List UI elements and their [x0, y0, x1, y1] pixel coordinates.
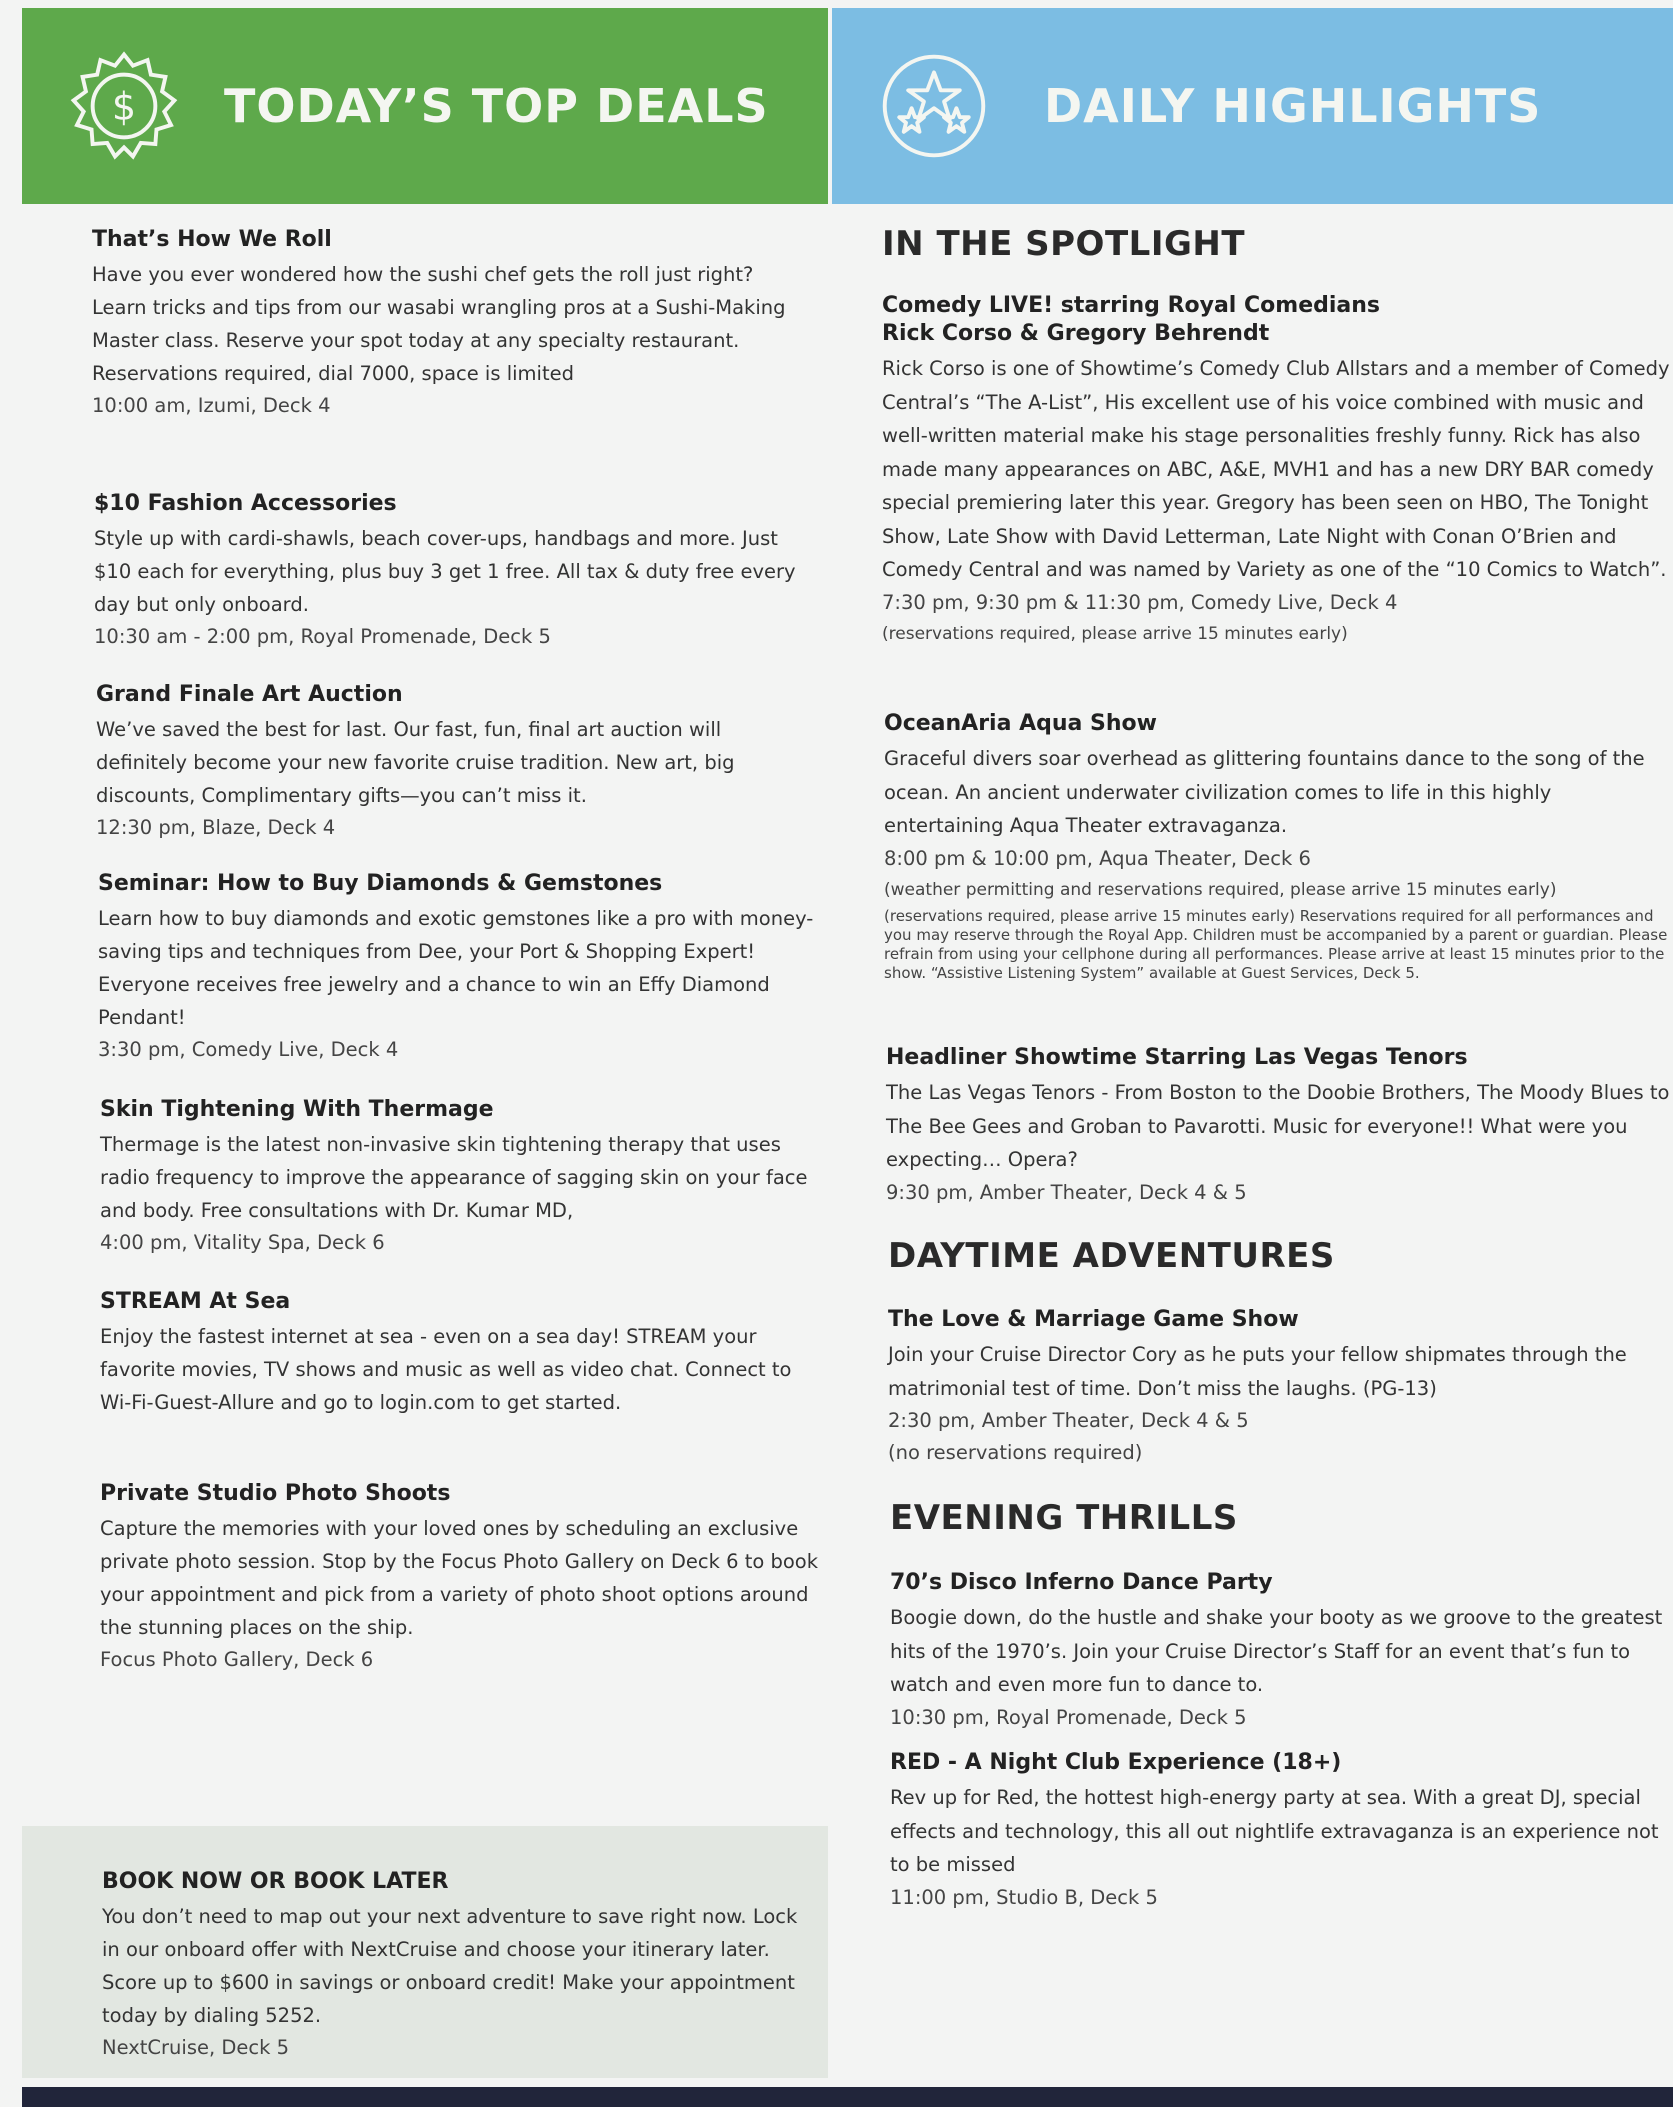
highlight-note: (reservations required, please arrive 15 minutes early)	[882, 623, 1348, 644]
highlight-time-location: 11:00 pm, Studio B, Deck 5	[890, 1885, 1158, 1909]
deal-art-auction	[96, 681, 816, 844]
highlight-title: The Love & Marriage Game Show	[888, 1307, 1299, 1332]
highlight-description: Rev up for Red, the hottest high-energy party at sea. With a great DJ, special effects and technology, this all out nightlife extravaganza is an experience not to be missed	[890, 1786, 1659, 1876]
highlight-time-location: 7:30 pm, 9:30 pm & 11:30 pm, Comedy Live, Deck 4	[882, 590, 1398, 614]
deal-description: Capture the memories with your loved ones by scheduling an exclusive private photo session. Stop by the Focus Photo Gallery on Deck 6 to book your appointment and pick from a variety of photo shoot options around the stunning places on the ship.	[100, 1517, 818, 1639]
spotlight-heading: IN THE SPOTLIGHT	[882, 224, 1246, 264]
book-location: NextCruise, Deck 5	[102, 2036, 290, 2059]
highlight-subtitle: Rick Corso & Gregory Behrendt	[882, 321, 1270, 346]
book-now-box	[22, 1826, 828, 2078]
deal-time-location: 10:00 am, Izumi, Deck 4	[92, 394, 331, 417]
deal-description: We’ve saved the best for last. Our fast, fun, final art auction will definitely become your new favorite cruise tradition. New art, big discounts, Complimentary gifts—you can’t miss it.	[96, 718, 735, 807]
deal-time-location: 3:30 pm, Comedy Live, Deck 4	[98, 1038, 399, 1061]
highlight-note: (weather permitting and reservations required, please arrive 15 minutes early)	[884, 879, 1557, 900]
book-description: You don’t need to map out your next adventure to save right now. Lock in our onboard offer with NextCruise and choose your itinerary later. Score up to $600 in savings or onboard credit! Make your appointment today by dialing 5252.	[102, 1905, 798, 2027]
deal-time-location: 4:00 pm, Vitality Spa, Deck 6	[100, 1231, 385, 1254]
deal-fashion	[94, 490, 814, 653]
deal-title: Grand Finale Art Auction	[96, 682, 403, 707]
deal-title: Skin Tightening With Thermage	[100, 1097, 494, 1122]
deal-description: Learn how to buy diamonds and exotic gemstones like a pro with money-saving tips and techniques from Dee, your Port & Shopping Expert! Everyone receives free jewelry and a chance to win an Effy Diamond Pendant!	[98, 907, 814, 1029]
highlight-description: Rick Corso is one of Showtime’s Comedy Club Allstars and a member of Comedy Central’s “The A-List”, His excellent use of his voice combined with music and well-written material make his stage personalities freshly funny. Rick has also made many appearances on ABC, A&E, MVH1 and has a new DRY BAR comedy special premiering later this year. Gregory has been seen on HBO, The Tonight Show, Late Show with David Letterman, Late Night with Conan O’Brien and Comedy Central and was named by Variety as one of the “10 Comics to Watch”.	[882, 357, 1670, 581]
deal-description: Enjoy the fastest internet at sea - even on a sea day! STREAM your favorite movies, TV shows and music as well as video chat. Connect to Wi-Fi-Guest-Allure and go to login.com to get started.	[100, 1325, 792, 1414]
deal-sushi	[92, 226, 812, 422]
deal-time-location: Focus Photo Gallery, Deck 6	[100, 1648, 374, 1671]
deal-title: Seminar: How to Buy Diamonds & Gemstones	[98, 871, 663, 896]
highlight-time-location: 8:00 pm & 10:00 pm, Aqua Theater, Deck 6	[884, 846, 1311, 870]
top-deals-column	[22, 8, 828, 2086]
deal-photo-shoots	[100, 1480, 820, 1676]
deal-time-location: 12:30 pm, Blaze, Deck 4	[96, 816, 336, 839]
daily-highlights-title: DAILY HIGHLIGHTS	[1044, 79, 1542, 133]
highlight-fine-print: (reservations required, please arrive 15 minutes early) Reservations required for all performances and you may reserve through the Royal App. Children must be accompanied by a parent or guardian. Please refrain from using your cellphone during all performances. Please arrive at least 15 minutes prior to the show. “Assistive Listening System” available at Guest Services, Deck 5.	[884, 906, 1668, 982]
evening-heading: EVENING THRILLS	[890, 1498, 1238, 1538]
highlight-disco	[890, 1569, 1673, 1734]
daily-highlights-header	[832, 8, 1673, 204]
highlight-description: Join your Cruise Director Cory as he puts your fellow shipmates through the matrimonial test of time. Don’t miss the laughs. (PG-13)	[888, 1343, 1627, 1400]
highlight-game-show	[888, 1306, 1673, 1469]
highlight-time-location: 9:30 pm, Amber Theater, Deck 4 & 5	[886, 1180, 1247, 1204]
top-deals-header	[22, 8, 828, 204]
deal-title: That’s How We Roll	[92, 227, 332, 252]
bottom-border-bar	[22, 2087, 1673, 2107]
deal-time-location: 10:30 am - 2:00 pm, Royal Promenade, Deck 5	[94, 625, 551, 648]
deal-description: Have you ever wondered how the sushi chef gets the roll just right? Learn tricks and tips from our wasabi wrangling pros at a Sushi-Making Master class. Reserve your spot today at any specialty restaurant. Reservations required, dial 7000, space is limited	[92, 263, 786, 385]
highlight-note: (no reservations required)	[888, 1441, 1143, 1464]
daytime-heading: DAYTIME ADVENTURES	[888, 1236, 1335, 1276]
deal-description: Thermage is the latest non-invasive skin tightening therapy that uses radio frequency to improve the appearance of sagging skin on your face and body. Free consultations with Dr. Kumar MD,	[100, 1133, 808, 1222]
deal-stream	[100, 1288, 820, 1419]
daily-highlights-column	[832, 8, 1673, 2086]
deal-title: $10 Fashion Accessories	[94, 491, 397, 516]
deal-title: Private Studio Photo Shoots	[100, 1481, 451, 1506]
highlight-title: 70’s Disco Inferno Dance Party	[890, 1570, 1273, 1595]
highlight-title: OceanAria Aqua Show	[884, 711, 1157, 736]
svg-text:$: $	[111, 84, 137, 129]
highlight-description: Boogie down, do the hustle and shake your booty as we groove to the greatest hits of the 1970’s. Join your Cruise Director’s Staff for an event that’s fun to watch and even more fun to dance to.	[890, 1606, 1663, 1696]
highlight-comedy	[882, 292, 1672, 649]
highlight-title: RED - A Night Club Experience (18+)	[890, 1750, 1342, 1775]
highlight-description: The Las Vegas Tenors - From Boston to the Doobie Brothers, The Moody Blues to The Bee Gees and Groban to Pavarotti. Music for everyone!! What were you expecting… Opera?	[886, 1081, 1670, 1171]
deal-diamonds-seminar	[98, 870, 818, 1066]
highlight-aqua-show	[884, 710, 1673, 983]
highlight-title: Comedy LIVE! starring Royal Comedians	[882, 293, 1381, 318]
book-title: BOOK NOW OR BOOK LATER	[102, 1869, 449, 1894]
highlight-description: Graceful divers soar overhead as glittering fountains dance to the song of the ocean. An ancient underwater civilization comes to life in this highly entertaining Aqua Theater extravaganza.	[884, 747, 1645, 837]
top-deals-title: TODAY’S TOP DEALS	[224, 79, 769, 133]
deal-description: Style up with cardi-shawls, beach cover-ups, handbags and more. Just $10 each for everything, plus buy 3 get 1 free. All tax & duty free every day but only onboard.	[94, 527, 796, 616]
stars-badge-icon	[878, 50, 990, 162]
highlight-tenors	[886, 1044, 1673, 1209]
dollar-badge-icon	[68, 50, 180, 162]
deal-title: STREAM At Sea	[100, 1289, 291, 1314]
highlight-time-location: 10:30 pm, Royal Promenade, Deck 5	[890, 1705, 1247, 1729]
highlight-time-location: 2:30 pm, Amber Theater, Deck 4 & 5	[888, 1409, 1249, 1432]
highlight-title: Headliner Showtime Starring Las Vegas Tenors	[886, 1045, 1468, 1070]
highlight-red-club	[890, 1749, 1673, 1914]
deal-thermage	[100, 1096, 820, 1259]
